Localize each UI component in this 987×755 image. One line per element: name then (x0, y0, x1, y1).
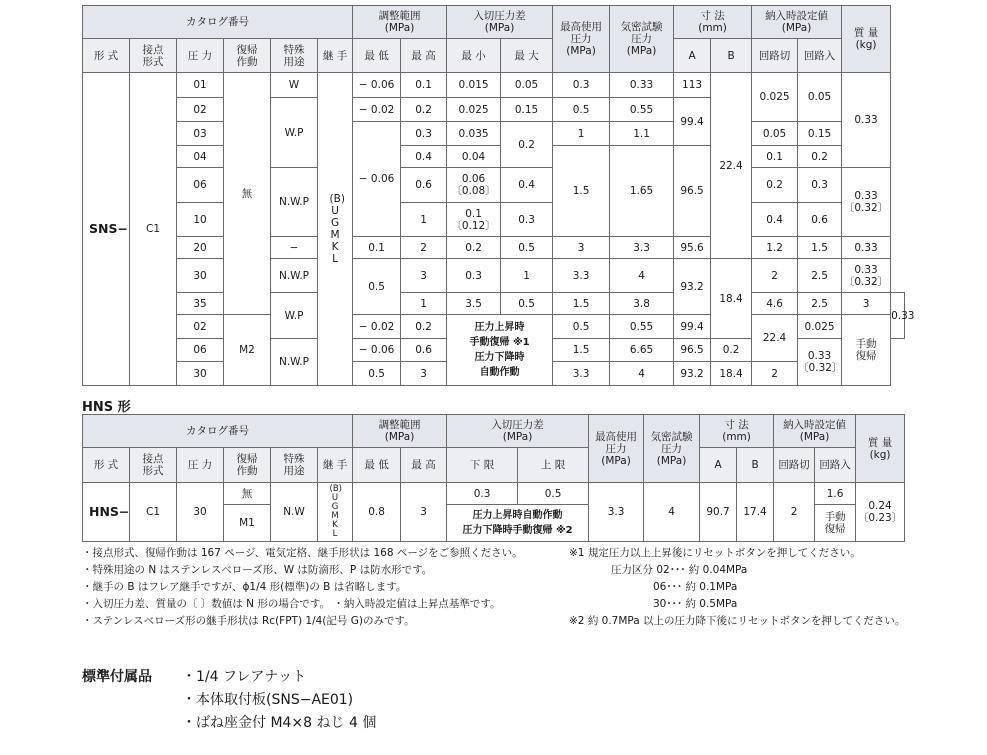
adjust-max-header: 最 高 (401, 39, 447, 73)
maxp-cell: 1.5 (553, 146, 610, 237)
pressure-cell: 02 (177, 315, 224, 339)
footnotes-left (82, 545, 562, 630)
off-cell: 2 (752, 259, 798, 293)
maxp-cell: 1.5 (553, 339, 610, 362)
joint-codes: (B) U G M K L (329, 484, 342, 539)
airtest-cell: 1.1 (610, 122, 674, 146)
diff-max-cell: 0.5 (501, 237, 553, 259)
reset-none: 無 (224, 73, 271, 315)
on-cell: 3 (842, 293, 891, 315)
catalog-header: カタログ番号 (83, 6, 353, 39)
on-cell: 0.05 (798, 73, 842, 122)
maxp-cell: 1 (553, 122, 610, 146)
adj-max-cell: 0.1 (401, 73, 447, 98)
diff-header: 入切圧力差 (MPa) (447, 415, 589, 448)
diff-max-cell: 0.15 (501, 98, 553, 122)
type-header: 形 式 (83, 448, 130, 483)
dim-b-cell: 22.4 (752, 315, 798, 362)
adj-min-cell: − 0.02 (353, 98, 401, 122)
mass-cell: 0.33 〔0.32〕 (798, 339, 842, 386)
accessory-item: ・1/4 フレアナット (182, 669, 307, 685)
note-line: ・入切圧力差、質量の〔 〕数値は N 形の場合です。 ・納入時設定値は上昇点基準です。 (82, 598, 501, 610)
off-header: 回路切 (752, 39, 798, 73)
diff-header: 入切圧力差 (MPa) (447, 6, 553, 39)
hns-reset-m1: M1 (224, 505, 271, 542)
diff-max-cell: 0.3 (501, 203, 553, 237)
diff-min-cell: 0.015 (447, 73, 501, 98)
hns-off: 2 (774, 483, 815, 542)
dim-a-header: A (700, 448, 737, 483)
off-cell: 0.05 (752, 122, 798, 146)
diff-min-cell: 0.04 (447, 146, 501, 168)
pressure-cell: 03 (177, 122, 224, 146)
note-line: ・ステンレスベローズ形の継手形状は Rc(FPT) 1/4(記号 G)のみです。 (82, 615, 415, 627)
adj-max-cell: 3.5 (447, 293, 501, 315)
hns-special: N.W (271, 483, 318, 542)
hns-adj-min: 0.8 (353, 483, 401, 542)
special-header: 特殊 用途 (271, 448, 318, 483)
pressure-cell: 10 (177, 203, 224, 237)
hns-joint (318, 483, 353, 542)
dim-a-header: A (674, 39, 711, 73)
dim-a-cell: 99.4 (674, 315, 711, 339)
diff-min-cell: 0.06 〔0.08〕 (447, 168, 501, 203)
type-header: 形 式 (83, 39, 130, 73)
adj-min-cell: − 0.06 (353, 73, 401, 98)
maxp-cell: 3 (553, 237, 610, 259)
note-line: 圧力区分 02･･･ 約 0.04MPa (569, 564, 748, 576)
dim-b-header: B (737, 448, 774, 483)
catalog-header: カタログ番号 (83, 415, 353, 448)
hns-model: HNS− (83, 483, 130, 542)
hns-diff-note: 圧力上昇時自動作動 圧力下降時手動復帰 ※2 (447, 505, 589, 542)
contact-header: 接点 形式 (130, 39, 177, 73)
on-cell: 1.5 (798, 237, 842, 259)
dim-header: 寸 法 (mm) (700, 415, 774, 448)
adj-min-cell: − 0.02 (353, 315, 401, 339)
sns-joint (318, 73, 353, 386)
diff-min-cell: 0.1 〔0.12〕 (447, 203, 501, 237)
diff-lo-header: 下 限 (447, 448, 518, 483)
joint-header: 継 手 (318, 39, 353, 73)
diff-max-header: 最 大 (501, 39, 553, 73)
adj-min-cell: − 0.06 (353, 122, 401, 237)
diff-min-cell: 0.035 (447, 122, 501, 146)
pressure-cell: 02 (177, 98, 224, 122)
diff-max-cell: 0.4 (501, 168, 553, 203)
note-line: ・特殊用途の N はステンレスベローズ形、W は防滴形、P は防水形です。 (82, 564, 433, 576)
airtest-cell: 1.65 (610, 146, 674, 237)
airtest-cell: 4.6 (752, 293, 798, 315)
special-cell: N.W.P (271, 168, 318, 237)
note-line: 06･･･ 約 0.1MPa (569, 581, 738, 593)
diff-min-cell: 0.025 (447, 98, 501, 122)
pressure-cell: 20 (177, 237, 224, 259)
hns-spec-table (82, 414, 905, 542)
maxp-cell: 3.3 (553, 259, 610, 293)
diff-max-cell: 0.05 (501, 73, 553, 98)
adj-min-cell: − 0.06 (353, 339, 401, 362)
pressure-cell: 30 (177, 259, 224, 293)
joint-header: 継 手 (318, 448, 353, 483)
accessory-item: ・本体取付板(SNS−AE01) (182, 692, 354, 708)
note-line: ・接点形式、復帰作動は 167 ページ、電気定格、継手形状は 168 ページをご参照ください。 (82, 547, 523, 559)
airtest-cell: 3.3 (610, 237, 674, 259)
note-line: ※1 規定圧力以上上昇後にリセットボタンを押してください。 (569, 547, 861, 559)
airtest-cell: 4 (610, 362, 674, 386)
maxp-header: 最高使用 圧力 (MPa) (589, 415, 644, 483)
adj-min-cell: 1 (401, 293, 447, 315)
off-cell: 0.1 (752, 146, 798, 168)
note-line: ・継手の B はフレア継手ですが、ϕ1/4 形(標準)の B は省略します。 (82, 581, 407, 593)
reset-m2: M2 (224, 315, 271, 386)
off-cell: 0.025 (752, 73, 798, 122)
pressure-cell: 01 (177, 73, 224, 98)
pressure-cell: 06 (177, 168, 224, 203)
hns-adj-max: 3 (401, 483, 447, 542)
hns-section-title: HNS 形 (82, 400, 131, 415)
off-cell: 0.4 (752, 203, 798, 237)
pressure-cell: 30 (177, 362, 224, 386)
on-cell: 0.3 (798, 168, 842, 203)
mass-cell: 0.33 〔0.32〕 (842, 168, 891, 237)
dim-header: 寸 法 (mm) (674, 6, 752, 39)
dim-a-cell: 93.2 (674, 362, 711, 386)
adj-max-cell: 0.6 (401, 168, 447, 203)
off-cell: 0.025 (798, 315, 842, 339)
mass-header: 質 量 (kg) (856, 415, 905, 483)
mass-cell: 0.33 (891, 293, 905, 339)
special-cell: N.W.P (271, 259, 318, 293)
on-cell: 0.2 (798, 146, 842, 168)
hns-maxp: 3.3 (589, 483, 644, 542)
adj-max-cell: 0.2 (401, 315, 447, 339)
mass-cell: 0.33 (842, 237, 891, 259)
special-cell: − (271, 237, 318, 259)
adjust-max-header: 最 高 (401, 448, 447, 483)
special-header: 特殊 用途 (271, 39, 318, 73)
adj-max-cell: 0.6 (401, 339, 447, 362)
dim-a-cell: 95.6 (674, 237, 711, 259)
contact-header: 接点 形式 (130, 448, 177, 483)
on-cell: 2.5 (798, 259, 842, 293)
hns-on: 1.6 (815, 483, 856, 505)
airtest-cell: 4 (610, 259, 674, 293)
off-cell: 1.2 (752, 237, 798, 259)
diff-max-cell: 1 (501, 259, 553, 293)
joint-codes: (B) U G M K L (329, 193, 345, 265)
off-cell: 2 (752, 362, 798, 386)
off-cell: 2.5 (798, 293, 842, 315)
hns-pressure: 30 (177, 483, 224, 542)
adjust-min-header: 最 低 (353, 39, 401, 73)
sns-model: SNS− (83, 73, 130, 386)
hns-diff-hi: 0.5 (518, 483, 589, 505)
diff-note: 圧力上昇時 手動復帰 ※1 圧力下降時 自動作動 (447, 315, 553, 386)
hns-on-manual: 手動 復帰 (815, 505, 856, 542)
dim-a-cell: 96.5 (674, 146, 711, 237)
hns-reset-none: 無 (224, 483, 271, 505)
reset-header: 復帰 作動 (224, 448, 271, 483)
adjust-min-header: 最 低 (353, 448, 401, 483)
off-header: 回路切 (774, 448, 815, 483)
pressure-header: 圧 力 (177, 448, 224, 483)
hns-diff-lo: 0.3 (447, 483, 518, 505)
diff-min-cell: 0.2 (447, 237, 501, 259)
dim-a-cell: 99.4 (674, 98, 711, 146)
sns-contact: C1 (130, 73, 177, 386)
on-header: 回路入 (815, 448, 856, 483)
diff-hi-header: 上 限 (518, 448, 589, 483)
reset-header: 復帰 作動 (224, 39, 271, 73)
adj-max-cell: 2 (401, 237, 447, 259)
diff-min-cell: 0.5 (501, 293, 553, 315)
note-line: 30･･･ 約 0.5MPa (569, 598, 738, 610)
factory-header: 納入時設定値 (MPa) (752, 6, 842, 39)
maxp-cell: 0.5 (553, 98, 610, 122)
on-header: 回路入 (798, 39, 842, 73)
dim-b-cell: 22.4 (711, 73, 752, 259)
mass-header: 質 量 (kg) (842, 6, 891, 73)
adj-max-cell: 0.3 (401, 122, 447, 146)
airtest-cell: 0.33 (610, 73, 674, 98)
adj-min-cell: 0.5 (353, 259, 401, 315)
adj-max-cell: 0.2 (401, 98, 447, 122)
special-cell: W.P (271, 293, 318, 339)
airtest-header: 気密試験 圧力 (MPa) (644, 415, 700, 483)
dim-b-cell: 18.4 (711, 259, 752, 339)
dim-b-cell: 18.4 (711, 362, 752, 386)
pressure-cell: 06 (177, 339, 224, 362)
dim-a-cell: 96.5 (674, 339, 711, 362)
adj-max-cell: 0.4 (401, 146, 447, 168)
adj-min-cell: 0.1 (353, 237, 401, 259)
hns-airtest: 4 (644, 483, 700, 542)
accessories-list (182, 666, 376, 735)
mass-cell: 0.33 (842, 73, 891, 168)
pressure-header: 圧 力 (177, 39, 224, 73)
hns-contact: C1 (130, 483, 177, 542)
pressure-cell: 04 (177, 146, 224, 168)
special-cell: W (271, 73, 318, 98)
airtest-cell: 0.55 (610, 315, 674, 339)
adj-min-cell: 0.5 (353, 362, 401, 386)
diff-min-cell: 0.3 (447, 259, 501, 293)
maxp-header: 最高使用 圧力 (MPa) (553, 6, 610, 73)
hns-mass: 0.24 〔0.23〕 (856, 483, 905, 542)
factory-header: 納入時設定値 (MPa) (774, 415, 856, 448)
dim-a-cell: 93.2 (674, 259, 711, 315)
maxp-cell: 0.5 (553, 315, 610, 339)
special-cell: N.W.P (271, 339, 318, 386)
hns-dim-a: 90.7 (700, 483, 737, 542)
adj-max-cell: 3 (401, 362, 447, 386)
adj-max-cell: 1 (401, 203, 447, 237)
sns-spec-table (82, 5, 915, 386)
adjust-header: 調整範囲 (MPa) (353, 6, 447, 39)
on-cell: 手動 復帰 (842, 315, 891, 386)
diff-max-cell: 1.5 (553, 293, 610, 315)
special-cell: W.P (271, 98, 318, 168)
hns-dim-b: 17.4 (737, 483, 774, 542)
accessories-label: 標準付属品 (82, 669, 152, 685)
dim-b-header: B (711, 39, 752, 73)
maxp-cell: 3.3 (553, 362, 610, 386)
adj-max-cell: 3 (401, 259, 447, 293)
on-cell: 0.6 (798, 203, 842, 237)
off-cell: 0.2 (711, 339, 752, 362)
diff-min-header: 最 小 (447, 39, 501, 73)
on-cell: 0.15 (798, 122, 842, 146)
footnotes-right (569, 545, 969, 630)
dim-a-cell: 113 (674, 73, 711, 98)
airtest-cell: 6.65 (610, 339, 674, 362)
off-cell: 0.2 (752, 168, 798, 203)
accessory-item: ・ばね座金付 M4×8 ねじ 4 個 (182, 715, 377, 731)
pressure-cell: 35 (177, 293, 224, 315)
diff-max-cell: 0.2 (501, 122, 553, 168)
mass-cell: 0.33 〔0.32〕 (842, 259, 891, 293)
airtest-cell: 0.55 (610, 98, 674, 122)
airtest-header: 気密試験 圧力 (MPa) (610, 6, 674, 73)
maxp-cell: 0.3 (553, 73, 610, 98)
adjust-header: 調整範囲 (MPa) (353, 415, 447, 448)
maxp-cell: 3.8 (610, 293, 674, 315)
note-line: ※2 約 0.7MPa 以上の圧力降下後にリセットボタンを押してください。 (569, 615, 906, 627)
